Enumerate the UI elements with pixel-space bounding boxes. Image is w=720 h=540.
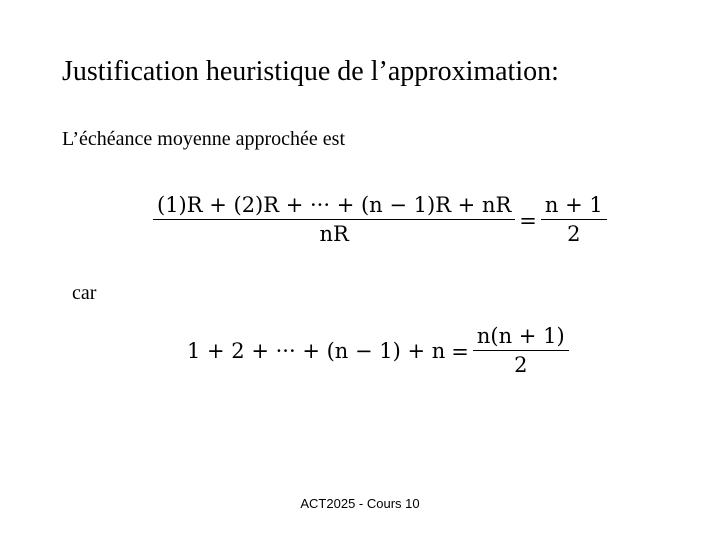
rhs-numerator: n(n + 1) — [476, 324, 565, 348]
lhs-numerator: (1)R + (2)R + ··· + (n − 1)R + nR — [157, 193, 512, 217]
slide-footer: ACT2025 - Cours 10 — [300, 496, 420, 511]
equation-average-maturity — [155, 193, 605, 246]
rhs-numerator: n + 1 — [544, 193, 603, 217]
rhs-fraction — [543, 193, 605, 246]
slide-title: Justification heuristique de l’approximation: — [62, 56, 559, 87]
rhs-fraction — [475, 324, 567, 377]
intro-text: L’échéance moyenne approchée est — [62, 128, 345, 150]
sum-lhs: 1 + 2 + ··· + (n − 1) + n — [187, 338, 446, 363]
lhs-denominator: nR — [153, 219, 515, 246]
equals-sign: = — [451, 339, 469, 364]
equation-sum-identity — [187, 324, 567, 377]
equals-sign: = — [519, 208, 537, 233]
connector-text: car — [72, 282, 97, 304]
rhs-denominator: 2 — [541, 219, 607, 246]
rhs-denominator: 2 — [473, 350, 569, 377]
lhs-fraction — [155, 193, 513, 246]
